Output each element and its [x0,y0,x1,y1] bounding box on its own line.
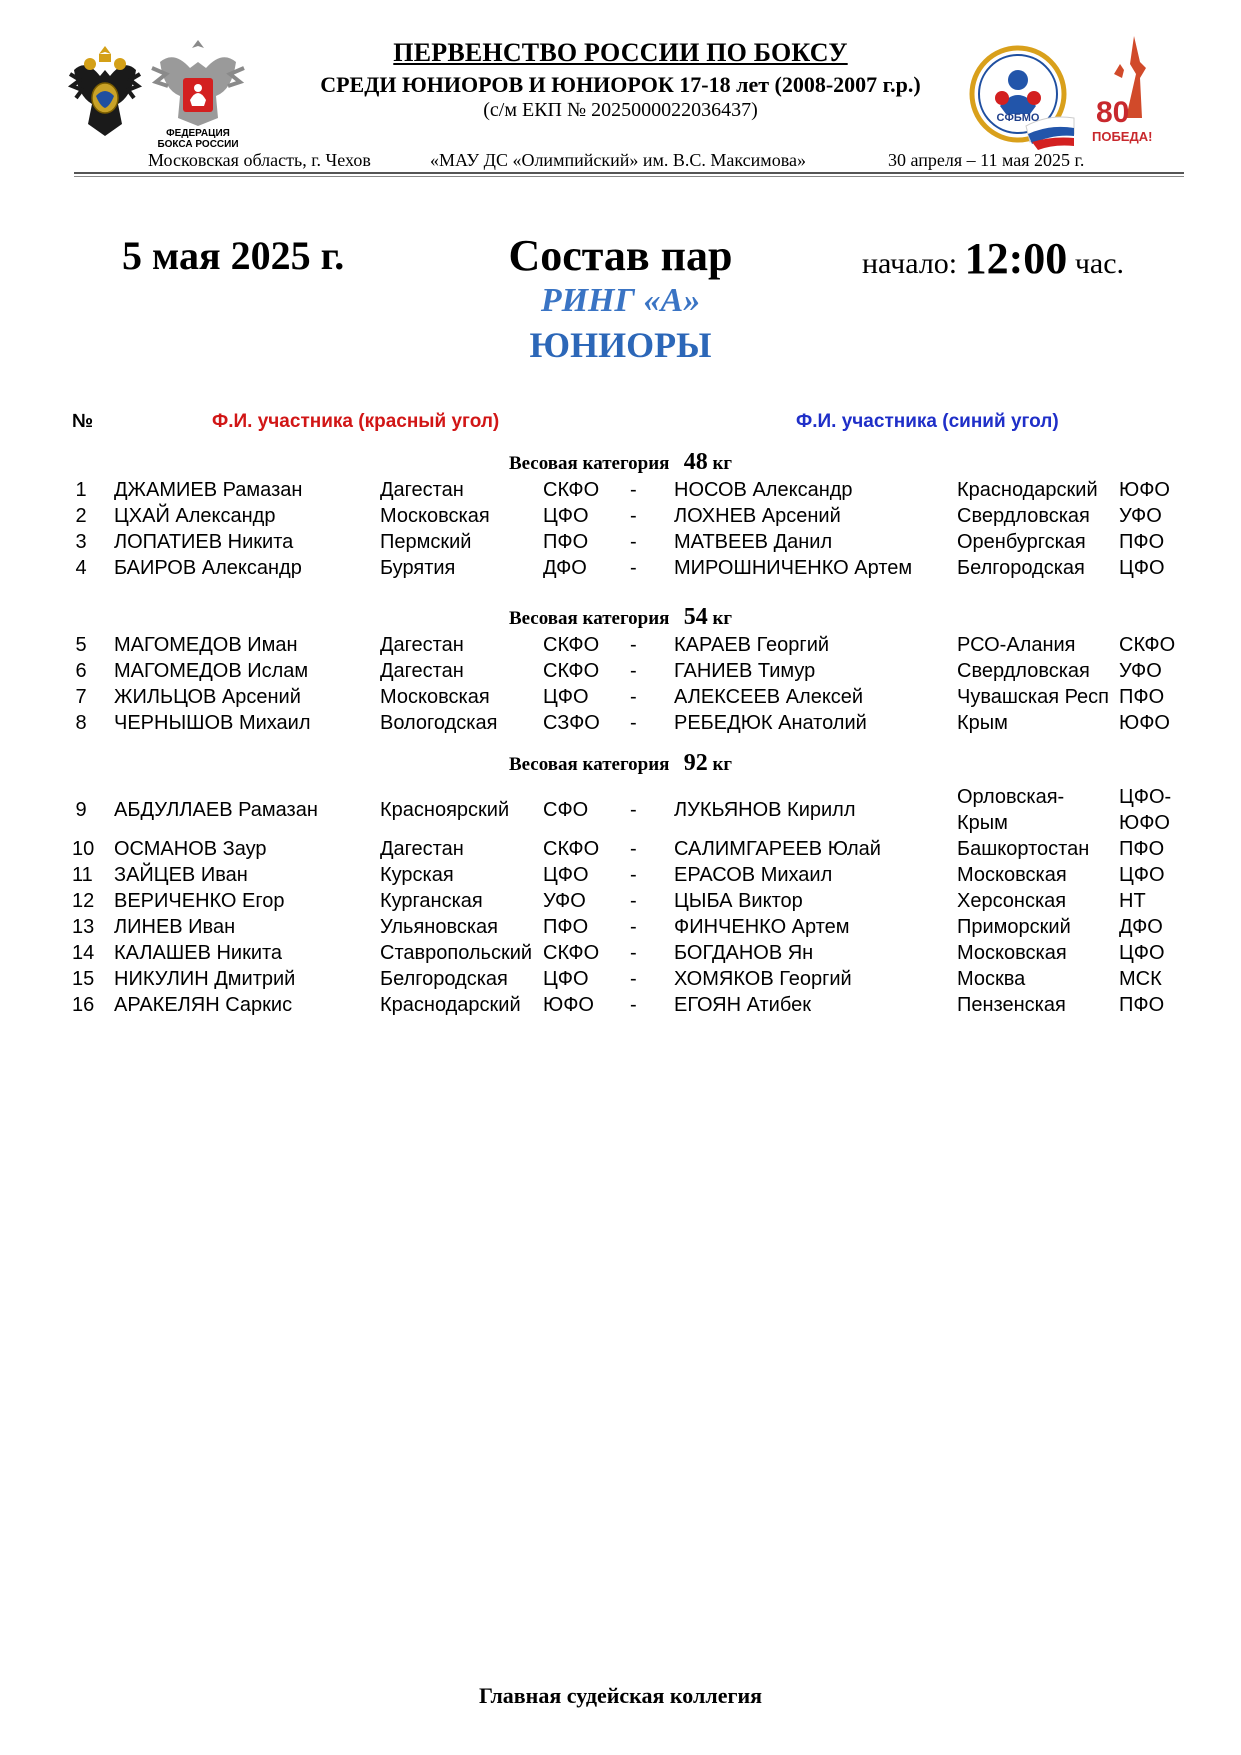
blue-boxer-region: Свердловская [957,505,1090,527]
bout-number: 7 [75,686,87,708]
category-label: Весовая категория [508,608,670,629]
category-unit: кг [712,608,733,629]
red-boxer-name: АРАКЕЛЯН Саркис [114,994,293,1016]
versus-dash: - [630,942,637,964]
blue-boxer-name: КАРАЕВ Георгий [674,634,830,656]
versus-dash: - [630,890,637,912]
red-boxer-region: Московская [380,505,490,527]
blue-boxer-name: ХОМЯКОВ Георгий [674,968,852,990]
category-unit: кг [712,754,733,775]
start-time-block [862,233,1124,284]
red-boxer-district: ПФО [543,531,589,553]
ekp-number: (с/м ЕКП № 2025000022036437) [483,99,758,121]
versus-dash: - [630,686,637,708]
blue-boxer-district: ЮФО [1119,479,1170,501]
red-boxer-name: ЧЕРНЫШОВ Михаил [114,712,311,734]
versus-dash: - [630,799,637,821]
blue-boxer-district: МСК [1119,968,1162,990]
versus-dash: - [630,479,637,501]
start-unit: час. [1074,247,1125,280]
bout-number: 12 [72,890,95,912]
red-boxer-district: УФО [543,890,586,912]
bout-number: 16 [72,994,95,1016]
versus-dash: - [630,864,637,886]
versus-dash: - [630,712,637,734]
red-boxer-name: ЖИЛЬЦОВ Арсений [114,686,301,708]
red-boxer-region: Курская [380,864,454,886]
red-boxer-district: СКФО [543,838,600,860]
table-row [0,784,1241,836]
red-boxer-region: Вологодская [380,712,498,734]
blue-boxer-region-line-1: Орловская- [957,786,1065,808]
blue-boxer-name: ЛУКЬЯНОВ Кирилл [674,799,856,821]
blue-boxer-name: ФИНЧЕНКО Артем [674,916,850,938]
bout-number: 9 [75,799,87,821]
red-boxer-district: ПФО [543,916,589,938]
championship-title: ПЕРВЕНСТВО РОССИИ ПО БОКСУ [393,38,848,67]
blue-boxer-district: ПФО [1119,686,1165,708]
red-boxer-district: ЦФО [543,686,589,708]
versus-dash: - [630,838,637,860]
victory-logo-number: 80 [1096,96,1130,129]
location: Московская область, г. Чехов [148,150,371,170]
blue-boxer-name: ЕГОЯН Атибек [674,994,811,1016]
championship-subtitle: СРЕДИ ЮНИОРОВ И ЮНИОРОК 17-18 лет (2008-2007 г.р.) [320,72,921,97]
category-weight: 54 [683,604,708,630]
category-weight: 48 [683,449,708,475]
blue-boxer-name: РЕБЕДЮК Анатолий [674,712,867,734]
red-boxer-name: БАИРОВ Александр [114,557,302,579]
blue-boxer-region: Пензенская [957,994,1066,1016]
blue-boxer-region: Московская [957,864,1067,886]
blue-boxer-region: Крым [957,712,1008,734]
blue-boxer-district: НТ [1119,890,1146,912]
federation-logo-text-1: ФЕДЕРАЦИЯ [166,128,230,139]
age-group-label: ЮНИОРЫ [529,325,712,365]
bout-number: 6 [75,660,87,682]
category-weight: 92 [683,750,708,776]
versus-dash: - [630,660,637,682]
blue-boxer-region-line-2: Крым [957,812,1008,834]
red-boxer-region: Дагестан [380,634,464,656]
versus-dash: - [630,531,637,553]
blue-boxer-district: ЦФО [1119,864,1165,886]
blue-boxer-region: Москва [957,968,1026,990]
bout-date: 5 мая 2025 г. [122,233,345,278]
blue-boxer-region: Приморский [957,916,1071,938]
blue-boxer-name: ГАНИЕВ Тимур [674,660,816,682]
bout-number: 11 [72,864,93,886]
event-dates: 30 апреля – 11 мая 2025 г. [888,150,1085,170]
red-boxer-district: СФО [543,799,589,821]
blue-boxer-name: МАТВЕЕВ Данил [674,531,833,553]
blue-boxer-district-line-2: ЮФО [1119,812,1170,834]
red-boxer-region: Дагестан [380,838,464,860]
red-boxer-district: ЦФО [543,864,589,886]
red-boxer-name: ДЖАМИЕВ Рамазан [114,479,303,501]
bout-number: 10 [72,838,95,860]
page-title: Состав пар [508,231,733,280]
versus-dash: - [630,916,637,938]
blue-boxer-region: Московская [957,942,1067,964]
red-boxer-district: СКФО [543,479,600,501]
header-divider [74,172,1184,174]
weight-category-heading [0,449,1241,476]
blue-boxer-district: ЦФО [1119,942,1165,964]
header-divider-thin [74,176,1184,177]
blue-boxer-name: АЛЕКСЕЕВ Алексей [674,686,864,708]
category-label: Весовая категория [508,754,670,775]
red-boxer-region: Белгородская [380,968,508,990]
red-boxer-district: ЦФО [543,505,589,527]
weight-category-heading [0,604,1241,631]
versus-dash: - [630,505,637,527]
red-boxer-region: Ставропольский [380,942,533,964]
blue-boxer-name: НОСОВ Александр [674,479,853,501]
start-label: начало: [862,247,958,280]
blue-boxer-name: БОГДАНОВ Ян [674,942,814,964]
red-boxer-region: Краснодарский [380,994,521,1016]
blue-boxer-district-line-1: ЦФО- [1119,786,1172,808]
column-header-red-corner: Ф.И. участника (красный угол) [212,411,500,432]
red-boxer-name: ЛОПАТИЕВ Никита [114,531,294,553]
red-boxer-region: Бурятия [380,557,456,579]
venue-name: «МАУ ДС «Олимпийский» им. В.С. Максимова» [430,150,806,170]
versus-dash: - [630,994,637,1016]
blue-boxer-region: Свердловская [957,660,1090,682]
blue-boxer-district: ПФО [1119,838,1165,860]
bout-number: 4 [75,557,87,579]
chief-judges-panel: Главная судейская коллегия [478,1683,763,1708]
red-boxer-name: ЛИНЕВ Иван [114,916,236,938]
bout-number: 8 [75,712,87,734]
blue-boxer-name: ЦЫБА Виктор [674,890,803,912]
red-boxer-district: ЮФО [543,994,594,1016]
category-unit: кг [712,453,733,474]
blue-boxer-region: Херсонская [957,890,1067,912]
blue-boxer-district: ЦФО [1119,557,1165,579]
category-label: Весовая категория [508,453,670,474]
blue-boxer-region: Белгородская [957,557,1085,579]
red-boxer-name: АБДУЛЛАЕВ Рамазан [114,799,318,821]
versus-dash: - [630,968,637,990]
blue-boxer-name: САЛИМГАРЕЕВ Юлай [674,838,881,860]
start-time: 12:00 [964,234,1068,283]
blue-boxer-district: СКФО [1119,634,1176,656]
red-boxer-name: ЗАЙЦЕВ Иван [114,864,248,886]
red-boxer-district: СКФО [543,634,600,656]
column-header-blue-corner: Ф.И. участника (синий угол) [796,411,1059,432]
red-boxer-name: ЦХАЙ Александр [114,505,276,527]
bout-number: 13 [72,916,95,938]
ring-label: РИНГ «А» [540,282,701,319]
blue-boxer-district: УФО [1119,660,1162,682]
red-boxer-name: НИКУЛИН Дмитрий [114,968,296,990]
red-boxer-region: Дагестан [380,660,464,682]
red-boxer-name: МАГОМЕДОВ Ислам [114,660,309,682]
red-boxer-district: СКФО [543,660,600,682]
red-boxer-region: Дагестан [380,479,464,501]
red-boxer-name: КАЛАШЕВ Никита [114,942,283,964]
red-boxer-region: Московская [380,686,490,708]
versus-dash: - [630,557,637,579]
bout-number: 14 [72,942,95,964]
blue-boxer-district: ЮФО [1119,712,1170,734]
bout-number: 1 [75,479,87,501]
blue-boxer-district: УФО [1119,505,1162,527]
bout-number: 5 [75,634,87,656]
blue-boxer-name: МИРОШНИЧЕНКО Артем [674,557,913,579]
federation-logo-text-2: БОКСА РОССИИ [157,139,239,150]
red-boxer-district: СКФО [543,942,600,964]
blue-boxer-region: Башкортостан [957,838,1090,860]
red-boxer-district: ДФО [543,557,587,579]
red-boxer-region: Курганская [380,890,483,912]
red-boxer-district: ЦФО [543,968,589,990]
blue-boxer-district: ДФО [1119,916,1163,938]
blue-boxer-name: ЕРАСОВ Михаил [674,864,833,886]
red-boxer-name: ВЕРИЧЕНКО Егор [114,890,285,912]
red-boxer-name: МАГОМЕДОВ Иман [114,634,298,656]
bout-number: 2 [75,505,87,527]
red-boxer-region: Красноярский [380,799,510,821]
blue-boxer-region: РСО-Алания [957,634,1076,656]
red-boxer-district: СЗФО [543,712,600,734]
blue-boxer-name: ЛОХНЕВ Арсений [674,505,841,527]
sfbmo-logo-text: СФБМО [996,112,1040,124]
blue-boxer-district: ПФО [1119,994,1165,1016]
versus-dash: - [630,634,637,656]
blue-boxer-district: ПФО [1119,531,1165,553]
bout-number: 3 [75,531,87,553]
red-boxer-name: ОСМАНОВ Заур [114,838,267,860]
red-boxer-region: Пермский [380,531,472,553]
red-boxer-region: Ульяновская [380,916,498,938]
column-header-number: № [72,411,94,432]
blue-boxer-region: Краснодарский [957,479,1098,501]
bout-number: 15 [72,968,95,990]
blue-boxer-region: Оренбургская [957,531,1086,553]
weight-category-heading [0,750,1241,777]
victory-logo-text: ПОБЕДА! [1092,129,1153,144]
blue-boxer-region: Чувашская Респ [957,686,1110,708]
